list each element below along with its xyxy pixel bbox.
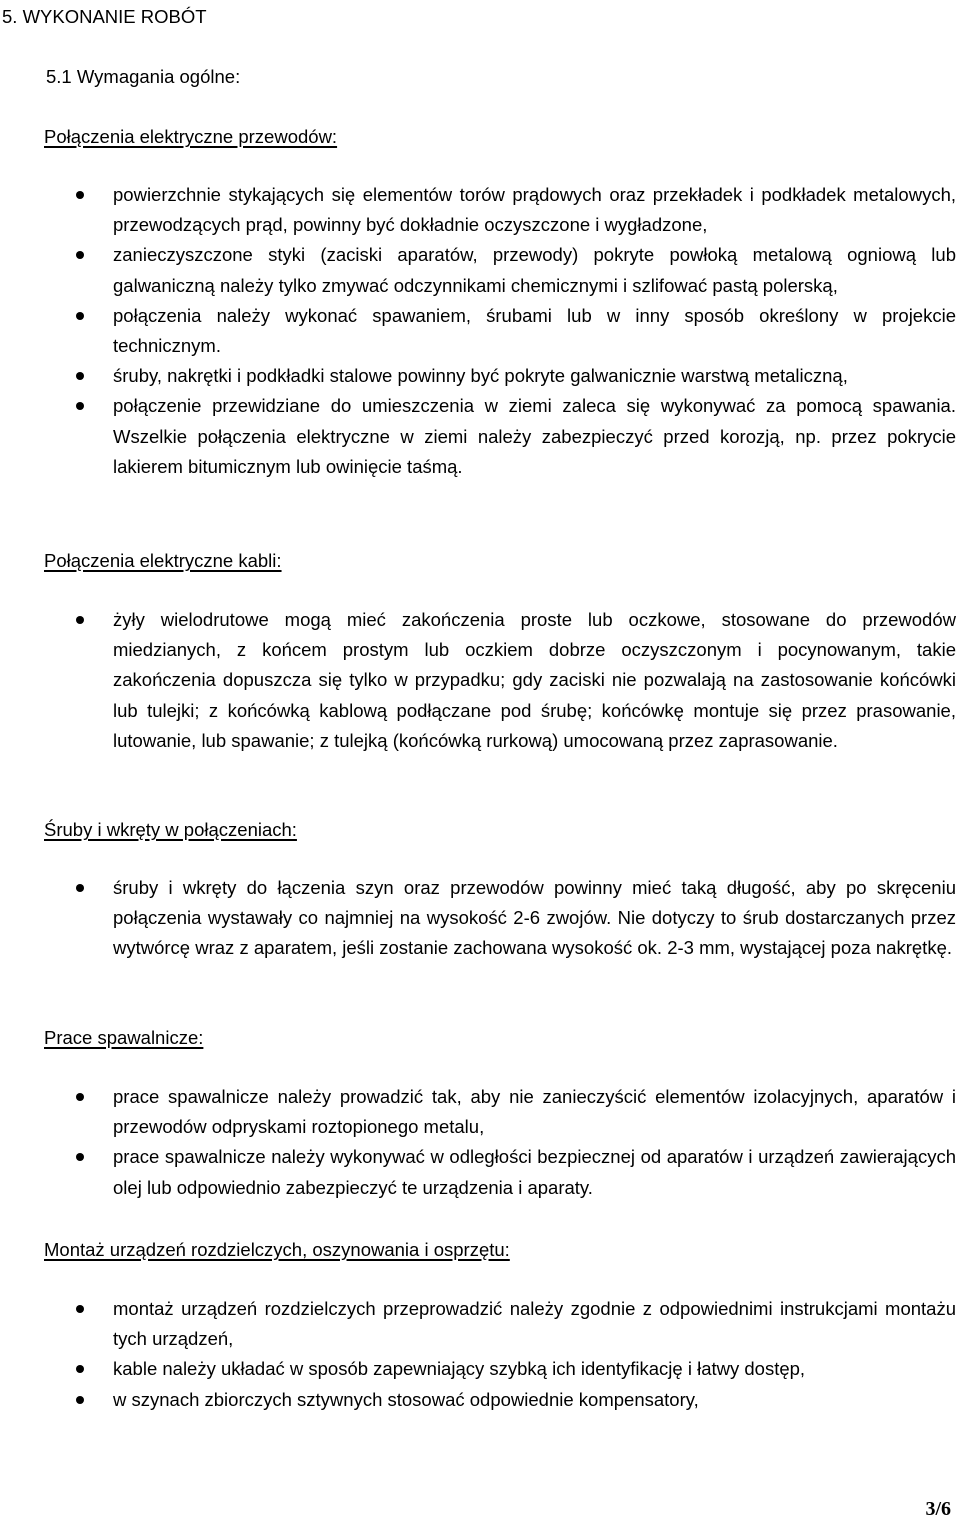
section-heading: 5.1 Wymagania ogólne: [46,66,241,87]
list-montaz [0,1294,960,1415]
list-item [0,873,960,964]
section-title-spawanie: Prace spawalnicze: [44,1027,204,1048]
list-item [0,240,960,300]
section-title-kable: Połączenia elektryczne kabli: [44,550,282,571]
list-item-text: żyły wielodrutowe mogą mieć zakończenia proste lub oczkowe, stosowane do przewodów miedzianych, z końcem prostym lub oczkiem dobrze oczyszczonym i pocynowanym, takie zakończenia dopuszcza się tylko w przypadku; gdy zaciski nie pozwalają na zastosowanie końcówki lub tulejki; z końcówką kablową podłączane pod śrubę; końcówkę montuje się przez prasowanie, lutowanie, lub spawanie; z tulejką (końcówką rurkową) umocowaną przez zaprasowanie. [113,609,956,751]
list-item [0,605,960,756]
bullet-icon [76,372,84,380]
list-item-text: połączenia należy wykonać spawaniem, śrubami lub w inny sposób określony w projekcie technicznym. [113,304,956,357]
list-item [0,301,960,361]
bullet-icon [76,884,84,892]
bullet-icon [76,1153,84,1161]
bullet-icon [76,402,84,410]
list-item [0,180,960,240]
list-sruby [0,873,960,964]
section-title-montaz: Montaż urządzeń rozdzielczych, oszynowania i osprzętu: [44,1239,510,1260]
list-przewody [0,180,960,482]
list-item [0,1294,960,1354]
list-item-text: w szynach zbiorczych sztywnych stosować odpowiednie kompensatory, [113,1388,699,1410]
section-title-sruby: Śruby i wkręty w połączeniach: [44,819,297,840]
list-item-text: prace spawalnicze należy wykonywać w odległości bezpiecznej od aparatów i urządzeń zawierających olej lub odpowiednio zabezpieczyć te urządzenia i aparaty. [113,1146,956,1198]
bullet-icon [76,251,84,259]
list-item-text: śruby i wkręty do łączenia szyn oraz przewodów powinny mieć taką długość, aby po skręceniu połączenia wystawały co najmniej na wysokość 2-6 zwojów. Nie dotyczy to śrub dostarczanych przez wytwórcę wraz z aparatem, jeśli zostanie zachowana wysokość ok. 2-3 mm, wystającej poza nakrętkę. [113,877,956,959]
list-item [0,1082,960,1142]
list-item-text: prace spawalnicze należy prowadzić tak, aby nie zanieczyścić elementów izolacyjnych, aparatów i przewodów odpryskami roztopionego metalu, [113,1086,956,1138]
list-item [0,361,960,391]
bullet-icon [76,191,84,199]
list-item [0,1385,960,1415]
bullet-icon [76,312,84,320]
bullet-icon [76,1396,84,1404]
list-item [0,1142,960,1202]
list-item-text: kable należy układać w sposób zapewniający szybką ich identyfikację i łatwy dostęp, [113,1358,806,1380]
list-item-text: montaż urządzeń rozdzielczych przeprowadzić należy zgodnie z odpowiednimi instrukcjami montażu tych urządzeń, [113,1298,956,1350]
list-item-text: śruby, nakrętki i podkładki stalowe powinny być pokryte galwanicznie warstwą metaliczną, [113,365,848,387]
bullet-icon [76,1365,84,1373]
bullet-icon [76,1093,84,1101]
section-title-przewody: Połączenia elektryczne przewodów: [44,126,338,147]
list-spawanie [0,1082,960,1203]
list-kable [0,605,960,756]
chapter-heading: 5. WYKONANIE ROBÓT [2,6,207,27]
list-item-text: połączenie przewidziane do umieszczenia w ziemi zaleca się wykonywać za pomocą spawania. Wszelkie połączenia elektryczne w ziemi należy zabezpieczyć przed korozją, np. przez pokrycie lakierem bitumicznym lub owinięcie taśmą. [113,395,956,477]
page-number: 3/6 [925,1498,951,1520]
list-item-text: powierzchnie stykających się elementów torów prądowych oraz przekładek i podkładek metalowych, przewodzących prąd, powinny być dokładnie oczyszczone i wygładzone, [113,184,956,236]
bullet-icon [76,616,84,624]
list-item [0,391,960,482]
list-item-text: zanieczyszczone styki (zaciski aparatów, przewody) pokryte powłoką metalową ogniową lub galwaniczną należy tylko zmywać odczynnikami chemicznymi i szlifować pastą polerską, [113,244,956,296]
list-item [0,1354,960,1384]
bullet-icon [76,1305,84,1313]
